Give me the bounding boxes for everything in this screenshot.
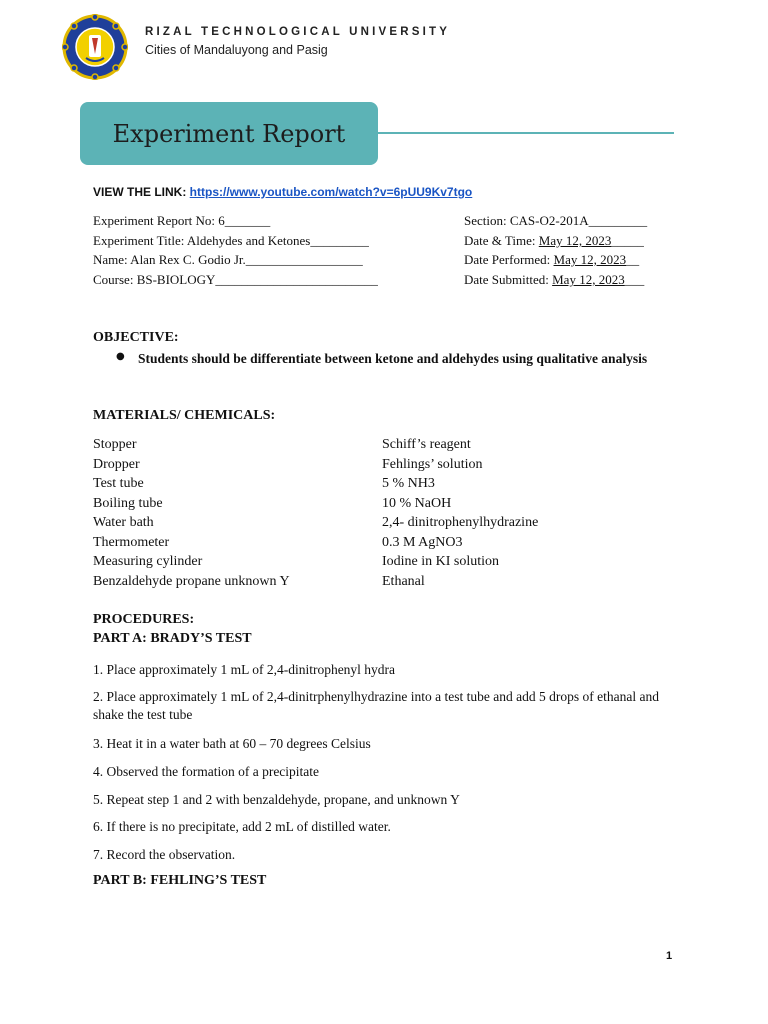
page-title: Experiment Report — [112, 119, 346, 148]
chemical-item: Fehlings’ solution — [382, 457, 483, 472]
date-time: Date & Time: May 12, 2023_____ — [464, 233, 644, 248]
objective-heading: OBJECTIVE: — [93, 330, 179, 345]
material-item: Test tube — [93, 476, 144, 491]
university-seal-icon — [62, 14, 128, 80]
chemical-item: Iodine in KI solution — [382, 554, 500, 569]
part-b-heading: PART B: FEHLING’S TEST — [93, 873, 267, 888]
procedure-step: 5. Repeat step 1 and 2 with benzaldehyde, propane, and unknown Y — [93, 792, 460, 807]
chemical-item: Schiff’s reagent — [382, 437, 471, 452]
university-subtitle: Cities of Mandaluyong and Pasig — [145, 43, 328, 57]
date-submitted: Date Submitted: May 12, 2023___ — [464, 272, 645, 287]
chemical-item: 2,4- dinitrophenylhydrazine — [382, 515, 539, 530]
date-performed: Date Performed: May 12, 2023__ — [464, 252, 640, 267]
report-number: Experiment Report No: 6_______ — [93, 213, 271, 228]
material-item: Boiling tube — [93, 496, 163, 511]
report-banner — [80, 102, 378, 165]
procedure-step: 6. If there is no precipitate, add 2 mL of distilled water. — [93, 819, 391, 834]
procedures-heading: PROCEDURES: — [93, 612, 195, 627]
bullet-icon: ● — [116, 351, 125, 362]
procedure-step: 7. Record the observation. — [93, 847, 236, 862]
procedure-step: 4. Observed the formation of a precipitate — [93, 764, 320, 779]
chemical-item: 0.3 M AgNO3 — [382, 535, 463, 550]
procedure-step: 3. Heat it in a water bath at 60 – 70 degrees Celsius — [93, 736, 371, 751]
material-item: Water bath — [93, 515, 154, 530]
university-name: RIZAL TECHNOLOGICAL UNIVERSITY — [145, 26, 451, 38]
material-item: Stopper — [93, 437, 137, 452]
link-label: VIEW THE LINK: — [93, 185, 187, 199]
procedure-step: 2. Place approximately 1 mL of 2,4-dinitrphenylhydrazine into a test tube and add 5 drops of ethanal and shake the test tube — [93, 689, 659, 722]
youtube-link[interactable]: https://www.youtube.com/watch?v=6pUU9Kv7tgo — [189, 185, 473, 199]
chemical-item: 10 % NaOH — [382, 496, 452, 511]
material-item: Thermometer — [93, 535, 170, 550]
part-a-heading: PART A: BRADY’S TEST — [93, 631, 252, 646]
chemical-item: Ethanal — [382, 574, 425, 589]
material-item: Dropper — [93, 457, 140, 472]
objective-item: Students should be differentiate between ketone and aldehydes using qualitative analysis — [138, 351, 648, 366]
course: Course: BS-BIOLOGY_________________________ — [93, 272, 378, 287]
material-item: Benzaldehyde propane unknown Y — [93, 574, 290, 589]
banner-divider — [378, 132, 674, 134]
experiment-title: Experiment Title: Aldehydes and Ketones_________ — [93, 233, 369, 248]
link-row — [93, 185, 472, 199]
material-item: Measuring cylinder — [93, 554, 203, 569]
student-name: Name: Alan Rex C. Godio Jr.__________________ — [93, 252, 363, 267]
materials-heading: MATERIALS/ CHEMICALS: — [93, 408, 276, 423]
section: Section: CAS-O2-201A_________ — [464, 213, 648, 228]
chemical-item: 5 % NH3 — [382, 476, 435, 491]
procedure-step: 1. Place approximately 1 mL of 2,4-dinitrophenyl hydra — [93, 662, 396, 677]
page-number: 1 — [666, 950, 673, 962]
